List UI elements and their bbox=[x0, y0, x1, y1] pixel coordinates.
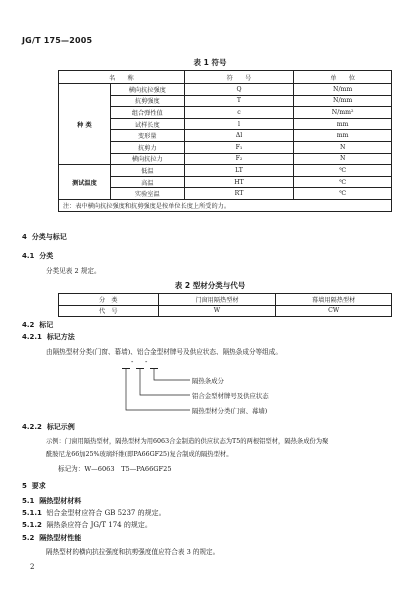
row-name: 横向抗拉力 bbox=[110, 153, 184, 165]
table2-head-window: 门窗用隔热型材 bbox=[158, 294, 276, 306]
row-unit: N/mm bbox=[294, 95, 392, 107]
row-symbol: HT bbox=[184, 176, 294, 188]
section-number: 5.2 bbox=[22, 534, 35, 542]
row-unit: ℃ bbox=[294, 176, 392, 188]
table2-code-window: W bbox=[158, 305, 276, 317]
section-5-1-2 bbox=[22, 520, 152, 530]
row-unit: N/mm bbox=[294, 84, 392, 96]
group-kind-label: 种 类 bbox=[59, 84, 111, 165]
example-line-1: 示例：门窗用隔热型材，隔热型材为用6063合金制造的供应状态为T5的两根铝型材，隔热条成份为聚 bbox=[46, 438, 329, 445]
example-line-2: 酰胺尼龙66加25%玻璃纤维(即PA66GF25)复合制成的隔热型材。 bbox=[46, 451, 233, 458]
code-dash: - bbox=[131, 358, 134, 366]
section-body: 隔热条应符合 JG/T 174 的规定。 bbox=[46, 521, 152, 529]
section-4-2-1-body: 由隔热型材分类(门窗、幕墙)、铝合金型材牌号及供应状态、隔热条成分等组成。 bbox=[46, 348, 282, 356]
section-number: 4.1 bbox=[22, 252, 35, 260]
row-name: 抗剪强度 bbox=[110, 95, 184, 107]
section-5-2-body: 隔热型材的横向抗拉强度和抗剪强度值应符合表 3 的规定。 bbox=[46, 548, 220, 556]
row-symbol: l bbox=[184, 118, 294, 130]
section-title: 隔热型材材料 bbox=[39, 497, 82, 505]
row-unit: mm bbox=[294, 118, 392, 130]
section-number: 5.1 bbox=[22, 497, 35, 505]
section-5-1-heading bbox=[22, 496, 81, 506]
section-number: 4.2 bbox=[22, 321, 35, 329]
table2-caption: 表 2 型材分类与代号 bbox=[174, 281, 246, 290]
section-5-1-1 bbox=[22, 508, 166, 518]
row-unit: N/mm² bbox=[294, 107, 392, 119]
row-unit: ℃ bbox=[294, 188, 392, 200]
row-name: 变形量 bbox=[110, 130, 184, 142]
section-title: 要求 bbox=[31, 482, 46, 490]
table1-header-name: 名 称 bbox=[59, 71, 185, 84]
table2-code-curtainwall: CW bbox=[276, 305, 392, 317]
row-unit: mm bbox=[294, 130, 392, 142]
row-symbol: T bbox=[184, 95, 294, 107]
code-dash: - bbox=[145, 358, 148, 366]
table2-head-curtainwall: 幕墙用隔热型材 bbox=[276, 294, 392, 306]
table2-head-category: 分 类 bbox=[59, 294, 159, 306]
section-title: 分类与标记 bbox=[31, 233, 67, 241]
section-number: 5 bbox=[22, 482, 27, 490]
section-4-1-body: 分类见表 2 规定。 bbox=[46, 267, 101, 275]
diagram-label-strip: 隔热条成分 bbox=[192, 377, 224, 385]
row-symbol: RT bbox=[184, 188, 294, 200]
section-number: 5.1.1 bbox=[22, 509, 42, 517]
row-unit: N bbox=[294, 153, 392, 165]
table1-note: 注：表中横向抗拉强度和抗剪强度是按单位长度上所受的力。 bbox=[59, 199, 392, 211]
section-number: 4.2.1 bbox=[22, 333, 42, 341]
section-title: 分类 bbox=[39, 252, 54, 260]
section-number: 5.1.2 bbox=[22, 521, 42, 529]
row-name: 实验室温 bbox=[110, 188, 184, 200]
section-body: 铝合金型材应符合 GB 5237 的规定。 bbox=[46, 509, 166, 517]
row-name: 抗剪力 bbox=[110, 141, 184, 153]
row-symbol: Q bbox=[184, 84, 294, 96]
section-5-heading bbox=[22, 481, 46, 491]
row-name: 组合弹性值 bbox=[110, 107, 184, 119]
row-symbol: Δl bbox=[184, 130, 294, 142]
section-title: 标记方法 bbox=[46, 333, 75, 341]
standard-code-header: JG/T 175—2005 bbox=[22, 36, 93, 45]
section-4-2-2-heading bbox=[22, 422, 75, 432]
row-unit: N bbox=[294, 141, 392, 153]
section-title: 标记示例 bbox=[46, 423, 75, 431]
table1-caption: 表 1 符号 bbox=[193, 58, 227, 67]
section-number: 4.2.2 bbox=[22, 423, 42, 431]
page-number: 2 bbox=[30, 563, 35, 571]
row-symbol: F₂ bbox=[184, 153, 294, 165]
section-5-2-heading bbox=[22, 533, 81, 543]
row-name: 低温 bbox=[110, 165, 184, 177]
example-marking: 标记为：W—6063 T5—PA66GF25 bbox=[58, 465, 172, 473]
diagram-label-alloy: 铝合金型材牌号及供应状态 bbox=[192, 392, 269, 400]
row-symbol: LT bbox=[184, 165, 294, 177]
table2-code-label: 代 号 bbox=[59, 305, 159, 317]
table1-header-symbol: 符 号 bbox=[184, 71, 294, 84]
section-title: 标记 bbox=[39, 321, 54, 329]
section-title: 隔热型材性能 bbox=[39, 534, 82, 542]
row-name: 横向抗拉强度 bbox=[110, 84, 184, 96]
group-temp-label: 测试温度 bbox=[59, 165, 111, 200]
row-name: 高温 bbox=[110, 176, 184, 188]
row-symbol: F₁ bbox=[184, 141, 294, 153]
diagram-label-category: 隔热型材分类(门窗、幕墙) bbox=[192, 407, 268, 415]
row-symbol: c bbox=[184, 107, 294, 119]
section-number: 4 bbox=[22, 233, 27, 241]
table1-header-unit: 单 位 bbox=[294, 71, 392, 84]
row-name: 试样长度 bbox=[110, 118, 184, 130]
row-unit: ℃ bbox=[294, 165, 392, 177]
